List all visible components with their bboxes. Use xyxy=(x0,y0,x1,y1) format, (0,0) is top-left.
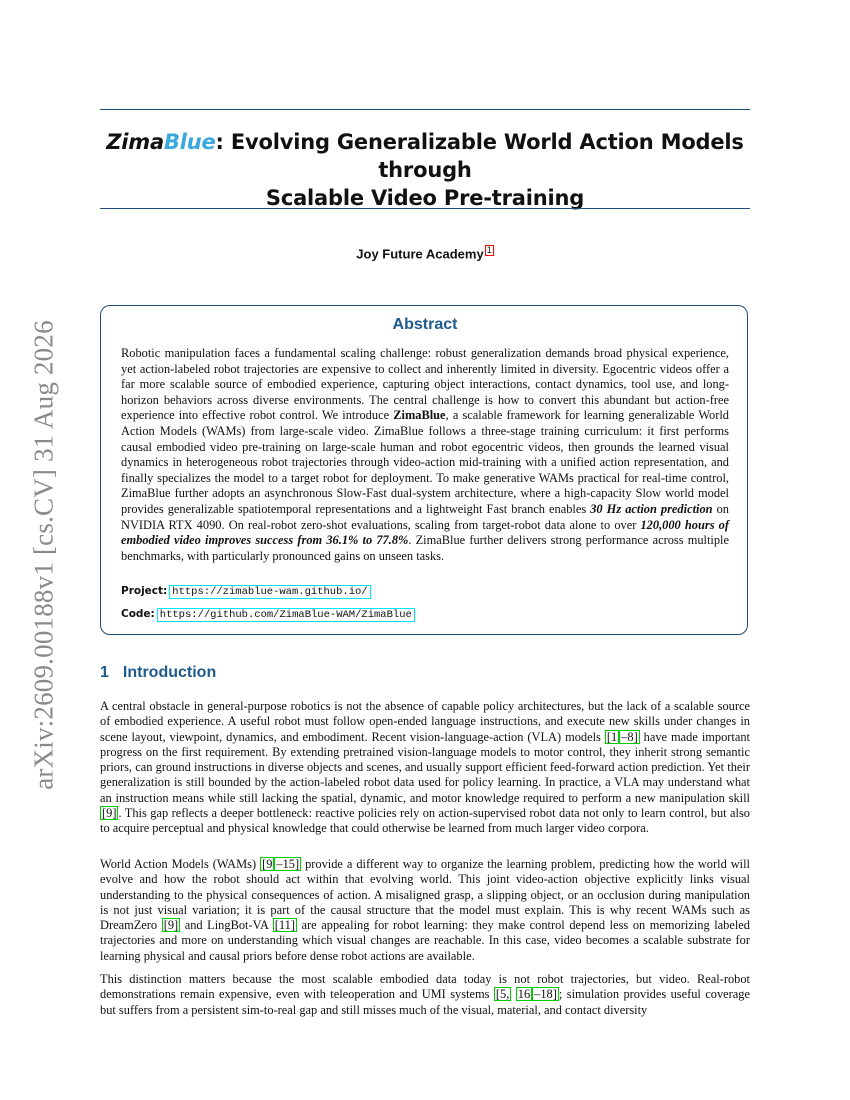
abstract-heading: Abstract xyxy=(392,316,458,333)
citation-link[interactable]: [5, xyxy=(495,987,510,1002)
abstract-text-d: . ZimaBlue further delivers strong performance across multiple benchmarks, with particularly pronounced gains on unseen tasks. xyxy=(121,533,730,563)
abstract-text-a: Robotic manipulation faces a fundamental scaling challenge: robust generalization demands broad physical experience, yet action-labeled robot trajectories are expensive to collect and inherently limited in diversity. Egocentric videos offer a far more scalable source of embodied experience, capturing object interactions, contact dynamics, tool use, and long-horizon behaviors across diverse environments. The central challenge is how to convert this abundant but action-free experience into effective robot control. We introduce xyxy=(121,346,729,423)
citation-link[interactable]: [9] xyxy=(102,806,117,821)
intro-paragraph-3 xyxy=(100,972,750,1018)
paragraph-text: . This gap reflects a deeper bottleneck: reactive policies rely on action-supervised robot data not only to learn control, but also to acquire perceptual and physical knowledge that could otherwise be learned from much larger video corpora. xyxy=(100,806,750,836)
abstract-text-b: , a scalable framework for learning generalizable World Action Models (WAMs) from large-scale video. ZimaBlue follows a three-stage training curriculum: it first performs causal embodied video pre-training on large-scale human and robot egocentric videos, then grounds the learned visual dynamics in heterogeneous robot trajectories through video-action mid-training with a unified action representation, and finally specializes the model to a target robot for deployment. To make generative WAMs practical for real-time control, ZimaBlue further adopts an asynchronous Slow-Fast dual-system architecture, where a high-capacity Slow world model provides generalizable spatiotemporal representations and a lightweight Fast branch enables xyxy=(121,408,729,516)
title-rule-top xyxy=(100,109,750,110)
paragraph-text: A central obstacle in general-purpose robotics is not the absence of capable policy architectures, but the lack of a scalable source of embodied experience. A useful robot must follow open-ended language instructions, and execute new skills under changes in scene layout, viewpoint, dynamics, and embodiment. Recent vision-language-action (VLA) models xyxy=(100,699,750,744)
arxiv-side-stamp xyxy=(29,310,59,800)
intro-paragraph-1 xyxy=(100,699,750,837)
abstract-text xyxy=(121,346,729,564)
author-name: Joy Future Academy xyxy=(356,246,484,262)
code-url-link[interactable]: https://github.com/ZimaBlue-WAM/ZimaBlue xyxy=(157,608,415,622)
citation-link[interactable]: –18] xyxy=(534,987,557,1002)
section-number: 1 xyxy=(100,664,109,681)
citation-link[interactable]: –15] xyxy=(276,857,300,871)
paragraph-text: are appealing for robot learning: they make control depend less on memorizing labeled trajectories and more on understanding which visual changes are reachable. In this case, video becomes a scalable substrate for learning physical and causal priors before dense robot actions are available. xyxy=(100,918,751,963)
paragraph-text: This distinction matters because the most scalable embodied data today is not robot trajectories, but video. Real-robot demonstrations remain expensive, even with teleoperation and UMI systems xyxy=(100,972,750,1002)
project-label: Project: xyxy=(121,585,168,597)
paragraph-text: provide a different way to organize the learning problem, predicting how the world will evolve and how the robot should act within that evolving world. This joint video-action objective explicitly links visual understanding to the physical consequences of action. A misaligned grasp, a slipping object, or an occlusion during manipulation is not just visual variation; it is part of the causal structure that the model must explain. This is why recent WAMs such as DreamZero xyxy=(100,857,751,933)
title-line-1 xyxy=(100,128,750,184)
citation-link[interactable]: [11] xyxy=(274,918,295,933)
code-link-row xyxy=(121,608,415,621)
section-title: Introduction xyxy=(122,664,217,681)
abstract-text-c: on NVIDIA RTX 4090. On real-robot zero-shot evaluations, scaling from target-robot data alone to over xyxy=(121,501,729,532)
arxiv-stamp-text: arXiv:2609.00188v1 [cs.CV] 31 Aug 2026 xyxy=(28,320,59,790)
citation-link[interactable]: [9] xyxy=(163,918,179,933)
title-rule-bottom xyxy=(100,208,750,209)
project-url-link[interactable]: https://zimablue-wam.github.io/ xyxy=(169,585,370,599)
paragraph-text: ; simulation provides useful coverage but suffers from a persistent sim-to-real gap and still misses much of the visual, material, and contact diversity xyxy=(100,987,750,1017)
paragraph-text: have made important progress on the first requirement. By extending pretrained vision-language models to motor control, they inherit strong semantic priors, can ground instructions in diverse objects and scenes, and usually support efficient feed-forward action prediction. Yet their generalization is still bounded by the action-labeled robot data used for policy learning. In practice, a VLA may understand what an instruction means while still lacking the spatial, dynamic, and motor knowledge required to perform a new manipulation skill xyxy=(100,729,750,805)
paragraph-text: World Action Models (WAMs) xyxy=(100,857,261,871)
title-line-2: Scalable Video Pre-training xyxy=(265,186,585,210)
abstract-bold-name: ZimaBlue xyxy=(393,408,446,423)
citation-link[interactable]: [1 xyxy=(606,729,618,744)
abstract-emphasis-1: 30 Hz action prediction xyxy=(590,501,713,516)
title-name-zima: Zima xyxy=(106,130,164,154)
author-footnote-link[interactable]: 1 xyxy=(486,245,492,255)
citation-link[interactable]: –8] xyxy=(621,729,638,744)
intro-paragraph-2 xyxy=(100,857,750,964)
abstract-emphasis-2: 120,000 hours of embodied video improves success from 36.1% to 77.8% xyxy=(121,517,729,548)
project-link-row xyxy=(121,585,371,598)
citation-link[interactable]: [9 xyxy=(262,857,273,871)
title-name-blue: Blue xyxy=(163,130,216,154)
section-heading-introduction xyxy=(100,664,216,682)
paragraph-text: and LingBot-VA xyxy=(180,918,273,933)
author-line xyxy=(0,245,850,261)
citation-link[interactable]: 16 xyxy=(517,987,531,1002)
code-label: Code: xyxy=(121,608,155,620)
title-line-1-text: : Evolving Generalizable World Action Models through xyxy=(215,130,744,182)
paper-title xyxy=(100,128,750,212)
